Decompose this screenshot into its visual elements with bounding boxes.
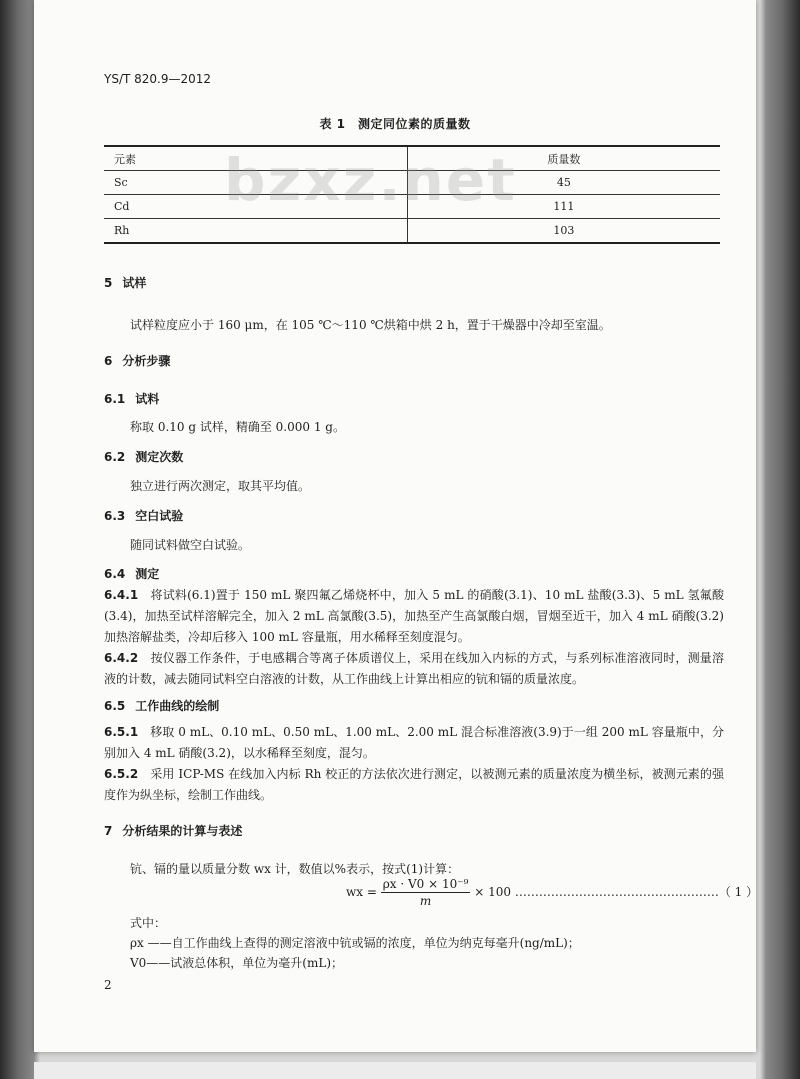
text-6-1: 称取 0.10 g 试样，精确至 0.000 1 g。 — [130, 420, 345, 434]
formula-1 — [346, 877, 758, 908]
heading-7: 7 分析结果的计算与表述 — [104, 824, 243, 838]
watermark: bzxz.net — [224, 146, 517, 214]
text-7: 钪、镉的量以质量分数 wx 计，数值以%表示，按式(1)计算： — [130, 862, 460, 876]
text-6-3: 随同试料做空白试验。 — [130, 538, 251, 552]
formula-denominator: m — [419, 894, 432, 908]
table-row — [104, 219, 720, 244]
cell-element: Sc — [104, 171, 407, 195]
document-code: YS/T 820.9—2012 — [104, 72, 212, 86]
heading-6-5: 6.5 工作曲线的绘制 — [104, 699, 220, 713]
cell-mass: 103 — [407, 219, 720, 244]
where-item: ρx ——自工作曲线上查得的测定溶液中钪或镉的浓度，单位为纳克每毫升(ng/mL)； — [130, 936, 580, 950]
where-item: V0——试液总体积，单位为毫升(mL)； — [130, 956, 344, 970]
cell-element: Rh — [104, 219, 407, 244]
heading-6: 6 分析步骤 — [104, 354, 171, 368]
formula-numerator: ρx · V0 × 10⁻⁹ — [382, 877, 469, 891]
next-page-edge — [34, 1062, 756, 1079]
formula-lhs: wx = — [346, 885, 377, 899]
heading-5: 5 试样 — [104, 276, 147, 290]
heading-6-1: 6.1 试料 — [104, 392, 160, 406]
paragraph-6-5-2: 6.5.2 采用 ICP-MS 在线加入内标 Rh 校正的方法依次进行测定，以被测元素的质量浓度为横坐标，被测元素的强度作为纵坐标，绘制工作曲线。 — [104, 767, 724, 802]
document-page — [34, 0, 759, 1052]
heading-6-4: 6.4 测定 — [104, 567, 160, 581]
cell-mass: 45 — [407, 171, 720, 195]
header-element: 元素 — [104, 146, 407, 171]
table-caption: 表 1 测定同位素的质量数 — [319, 117, 471, 131]
heading-6-3: 6.3 空白试验 — [104, 509, 184, 523]
formula-tail: × 100 ……………………………………………（ 1 ） — [474, 885, 759, 899]
header-mass: 质量数 — [407, 146, 720, 171]
paragraph-6-4-2: 6.4.2 按仪器工作条件，于电感耦合等离子体质谱仪上，采用在线加入内标的方式，与系列标准溶液同时，测量溶液的计数，减去随同试料空白溶液的计数，从工作曲线上计算出相应的钪和镉的质量浓度。 — [104, 651, 724, 686]
text-5: 试样粒度应小于 160 μm，在 105 ℃～110 ℃烘箱中烘 2 h，置于干燥器中冷却至室温。 — [130, 318, 611, 332]
formula-fraction — [381, 877, 471, 908]
paragraph-6-4-1: 6.4.1 将试料(6.1)置于 150 mL 聚四氟乙烯烧杯中，加入 5 mL 的硝酸(3.1)、10 mL 盐酸(3.3)、5 mL 氢氟酸(3.4)，加热至试样溶解完全，加入 2 mL 高氯酸(3.5)，加热至产生高氯酸白烟，冒烟至近干，加入 4 mL 硝酸(3.2)加热溶解盐类，冷却后移入 100 mL 容量瓶，用水稀释至刻度混匀。 — [104, 588, 724, 644]
heading-6-2: 6.2 测定次数 — [104, 450, 184, 464]
text-6-2: 独立进行两次测定，取其平均值。 — [130, 479, 311, 493]
cell-mass: 111 — [407, 195, 720, 219]
paragraph-6-5-1: 6.5.1 移取 0 mL、0.10 mL、0.50 mL、1.00 mL、2.00 mL 混合标准溶液(3.9)于一组 200 mL 容量瓶中，分别加入 4 mL 硝酸(3.2)，以水稀释至刻度，混匀。 — [104, 725, 724, 760]
cell-element: Cd — [104, 195, 407, 219]
where-label: 式中： — [130, 916, 167, 930]
page-number: 2 — [104, 978, 112, 992]
